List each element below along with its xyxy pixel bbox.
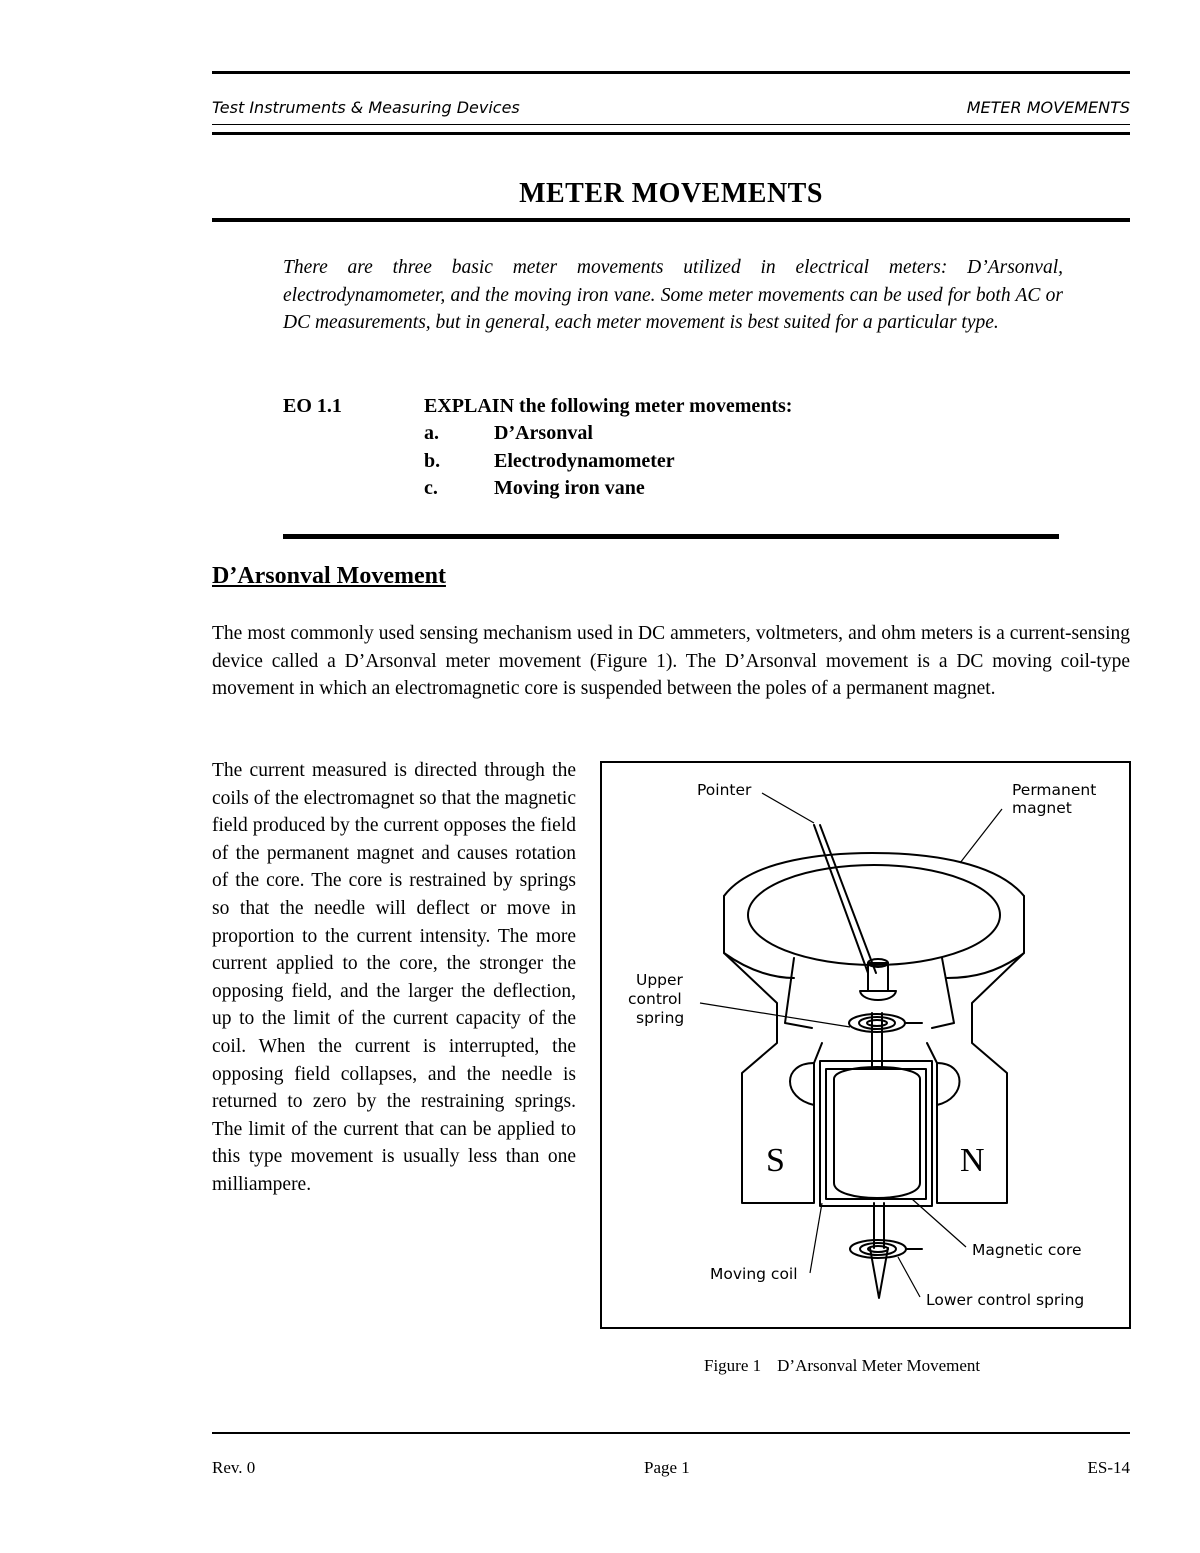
intro-paragraph: There are three basic meter movements utilized in electrical meters: D’Arsonval, electrodynamometer, and the moving iron vane. Some meter movements can be used for both AC or DC measurements, but in general, each meter movement is best suited for a particular type. [283,257,1063,333]
objective-text: EXPLAIN the following meter movements: [424,395,793,417]
header-left-text: Test Instruments & Measuring Devices [212,98,520,117]
objective-item-letter: c. [424,477,438,499]
figure-caption-number: Figure 1 [704,1356,762,1375]
label-magnetic-core: Magnetic core [972,1241,1082,1259]
figure-caption [704,1356,980,1376]
header-rule-thick [212,132,1130,135]
header-rule-thin [212,124,1130,125]
label-spring: spring [636,1009,685,1027]
label-lower-spring: Lower control spring [926,1291,1085,1309]
pointer-needle [814,825,876,973]
footer-doc-code: ES-14 [1087,1458,1130,1477]
section-paragraph-1: The most commonly used sensing mechanism used in DC ammeters, voltmeters, and ohm meters is a current-sensing device called a D’Arsonval meter movement (Figure 1). The D’Arsonval movement is a DC moving coil-type movement in which an electromagnetic core is suspended between the poles of a permanent magnet. [212,623,1130,699]
title-rule [212,218,1130,222]
label-control: control [628,990,682,1008]
section-heading: D’Arsonval Movement [212,563,446,589]
label-moving-coil: Moving coil [710,1265,798,1283]
footer-page-number: Page 1 [644,1458,690,1477]
magnet-ring-inner [748,865,1000,965]
objective-item-letter: a. [424,422,439,444]
moving-coil-frame [820,1061,932,1206]
magnet-ring-outer [724,853,1024,896]
objective-item: Electrodynamometer [494,450,675,472]
objective-item-letter: b. [424,450,441,472]
figure-caption-title: D’Arsonval Meter Movement [777,1356,981,1375]
objective-item: Moving iron vane [494,477,645,499]
objective-id: EO 1.1 [283,395,342,417]
objective-rule [283,534,1059,539]
label-pointer: Pointer [697,781,752,799]
magnetic-core [834,1067,920,1198]
north-pole-label: N [960,1142,985,1179]
section-paragraph-2: The current measured is directed through the coils of the electromagnet so that the magnetic field produced by the current opposes the field of the permanent magnet and causes rotation of the core. The core is restrained by springs so that the needle will deflect or move in proportion to the current intensity. The more current applied to the core, the stronger the opposing field, and the larger the deflection, up to the limit of the current capacity of the coil. When the current is interrupted, the opposing field collapses, and the needle is returned to zero by the restraining springs. The limit of the current that can be applied to this type movement is usually less than one milliampere. [212,760,576,1195]
label-upper: Upper [636,971,683,989]
page-title: METER MOVEMENTS [519,178,823,209]
label-permanent: Permanent [1012,781,1097,799]
footer-revision: Rev. 0 [212,1458,256,1477]
header-top-rule [212,71,1130,74]
figure-frame [600,761,1131,1329]
objective-item: D’Arsonval [494,422,593,444]
label-magnet: magnet [1012,799,1072,817]
footer-rule [212,1432,1130,1434]
header-right-text: METER MOVEMENTS [966,98,1130,117]
south-pole-label: S [766,1142,785,1179]
darsonval-diagram [602,763,1129,1327]
